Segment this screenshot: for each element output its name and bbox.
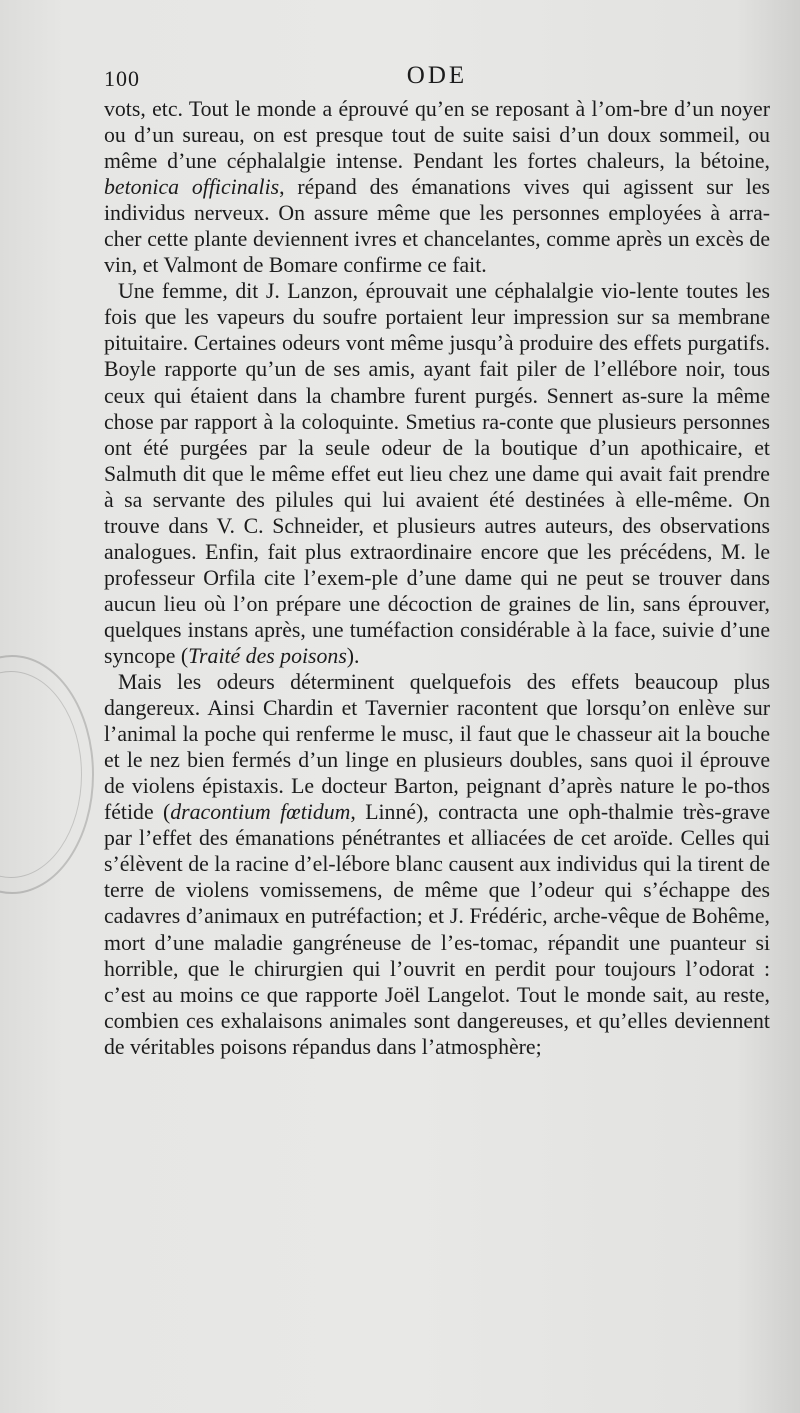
text-run: , répand des émanations vives qui agissent sur les individus nerveux. On assure même que les personnes employées à arra-cher cette plante deviennent ivres et chancelantes, comme après un excès de vin, et Valmont de Bomare confirme ce fait. xyxy=(104,175,770,278)
text-run: Une femme, dit J. Lanzon, éprouvait une céphalalgie vio-lente toutes les fois que les vapeurs du soufre portaient leur impression sur sa membrane pituitaire. Certaines odeurs vont même jusqu’à produire des effets purgatifs. Boyle rapporte qu’un de ses amis, ayant fait piler de l’ellébore noir, tous ceux qui étaient dans la chambre furent purgés. Sennert as-sure la même chose par rapport à la coloquinte. Smetius ra-conte que plusieurs personnes ont été purgées par la seule odeur de la boutique d’un apothicaire, et Salmuth dit que le même effet eut lieu chez une dame qui avait fait prendre à sa servante des pilules qui lui avaient été destinées à elle-même. On trouve dans V. C. Schneider, et plusieurs autres auteurs, des observations analogues. Enfin, fait plus extraordinaire encore que les précédens, M. le professeur Orfila cite l’exem-ple d’une dame qui ne peut se trouver dans aucun lieu où l’on prépare une décoction de graines de lin, sans éprouver, quelques instans après, une tuméfaction considérable à la face, suivie d’une syncope ( xyxy=(104,279,770,668)
running-head xyxy=(104,62,770,94)
text-run: vots, etc. Tout le monde a éprouvé qu’en se reposant à l’om-bre d’un noyer ou d’un sureau, on est presque tout de suite saisi d’un doux sommeil, ou même d’une céphalalgie intense. Pendant les fortes chaleurs, la bétoine, xyxy=(104,97,770,174)
italic-title: Traité des poisons xyxy=(188,643,347,668)
library-stamp-seal xyxy=(0,655,94,894)
text-run: , Linné), contracta une oph-thalmie très-grave par l’effet des émanations pénétrantes et alliacées de cet aroïde. Celles qui s’élèvent de la racine d’el-lébore blanc causent aux individus qui la tirent de terre de violens vomissemens, de même que l’odeur qui s’échappe des cadavres d’animaux en putréfaction; et J. Frédéric, arche-vêque de Bohême, mort d’une maladie gangréneuse de l’es-tomac, répandit une puanteur si horrible, que le chirurgien qui l’ouvrit en perdit pour toujours l’odorat : c’est au moins ce que rapporte Joël Langelot. Tout le monde sait, au reste, combien ces exhalaisons animales sont dangereuses, et qu’elles deviennent de véritables poisons répandus dans l’atmosphère; xyxy=(104,800,771,1059)
text-run: Mais les odeurs déterminent quelquefois des effets beaucoup plus dangereux. Ainsi Chardin et Tavernier racontent que lorsqu’on enlève sur l’animal la poche qui renferme le musc, il faut que le chasseur ait la bouche et le nez bien fermés d’un linge en plusieurs doubles, sans quoi il éprouve de violens épistaxis. Le docteur Barton, peignant d’après nature le po-thos fétide ( xyxy=(104,670,770,825)
stamp-inner-ring xyxy=(0,671,82,878)
paragraph-3 xyxy=(104,669,770,1060)
body-text xyxy=(104,96,770,1060)
italic-term: dracontium fœtidum xyxy=(170,800,351,825)
paragraph-2 xyxy=(104,278,770,669)
page-number: 100 xyxy=(104,66,140,91)
paragraph-1 xyxy=(104,96,770,278)
running-title: ODE xyxy=(406,62,468,89)
italic-term: betonica officinalis xyxy=(104,175,280,200)
text-run: ). xyxy=(346,643,360,668)
